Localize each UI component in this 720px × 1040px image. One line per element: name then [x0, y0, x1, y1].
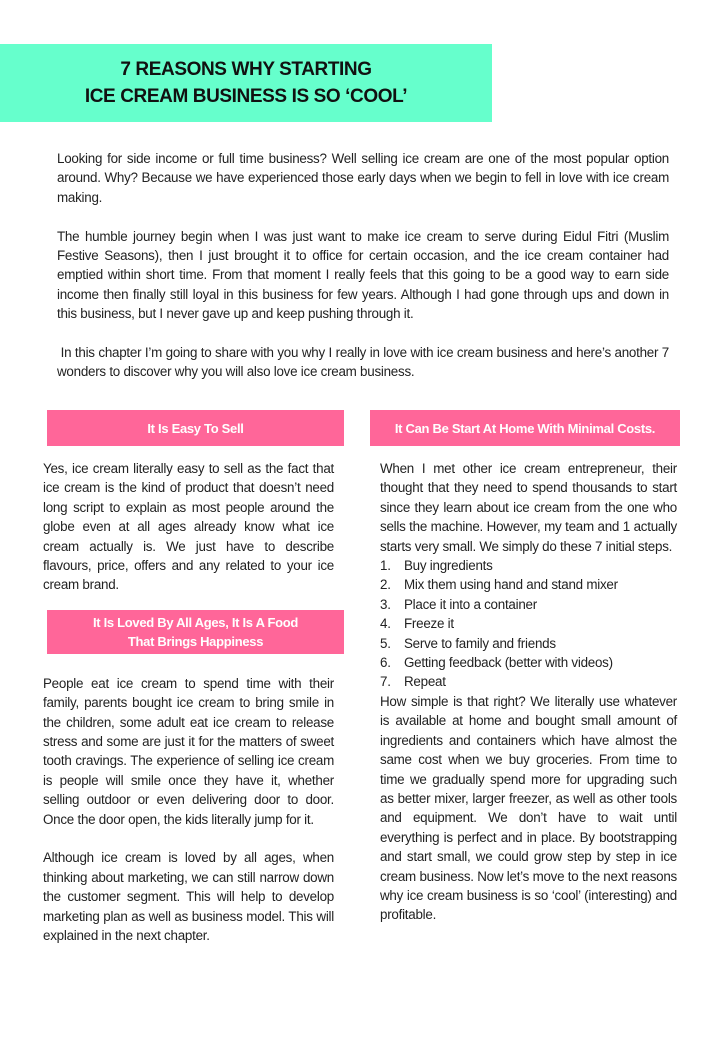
list-number: 5. [380, 635, 391, 651]
intro-paragraph: Looking for side income or full time business? Well selling ice cream are one of the most popular option around. Why? Because we have experienced those early days when we begin to fell in love with ice cream making. [57, 151, 669, 205]
right-column [380, 410, 677, 925]
list-item [380, 634, 677, 653]
list-text: Mix them using hand and stand mixer [404, 577, 618, 593]
list-text: Serve to family and friends [404, 635, 556, 651]
title-line-2: ICE CREAM BUSINESS IS SO ‘COOL’ [84, 86, 408, 107]
section-heading-loved-by-all [47, 610, 344, 654]
list-text: Place it into a container [404, 596, 537, 612]
start-at-home-body-2: How simple is that right? We literally use whatever is available at home and bought small amount of ingredients and containers which have almost the same cost when we buy groceries. From time to time we gradually spend more for upgrading such as better mixer, larger freezer, as well as other tools and equipment. We don’t have to wait until everything is perfect and in place. By bootstrapping and start small, we could grow step by step in ice cream business. Now let’s move to the next reasons why ice cream business is so ‘cool’ (interesting) and profitable. [380, 693, 677, 923]
easy-to-sell-body: Yes, ice cream literally easy to sell as the fact that ice cream is the kind of product that doesn’t need long script to explain as most people around the globe even at all ages already know what ice cream actually is. We just have to describe flavours, price, offers and any related to your ice cream brand. [43, 461, 334, 593]
list-item [380, 595, 677, 614]
section-heading-easy-to-sell: It Is Easy To Sell [47, 410, 344, 446]
heading-line: That Brings Happiness [127, 633, 264, 649]
intro-paragraph: The humble journey begin when I was just want to make ice cream to serve during Eidul Fitri (Muslim Festive Seasons), then I just brought it to office for certain occasion, and the ice cream container had emptied within short time. From that moment I really feels that this going to be a good way to earn side income then finally still loyal in this business for few years. Although I had gone through ups and down in this business, but I never gave up and keep pushing through it. [57, 228, 669, 322]
start-at-home-body-1: When I met other ice cream entrepreneur, their thought that they need to spend thousands to start since they learn about ice cream from the one who sells the machine. However, my team and 1 actually starts very small. We simply do these 7 initial steps. [380, 461, 677, 554]
heading-line: It Is Loved By All Ages, It Is A Food [92, 614, 299, 630]
left-column [43, 410, 334, 946]
list-item [380, 653, 677, 672]
list-number: 7. [380, 674, 391, 690]
list-item [380, 614, 677, 633]
loved-body-2: Although ice cream is loved by all ages, when thinking about marketing, we can still narrow down the customer segment. This will help to develop marketing plan as well as business model. This will explained in the next chapter. [43, 850, 334, 944]
list-item [380, 672, 677, 691]
loved-body-1: People eat ice cream to spend time with their family, parents bought ice cream to bring smile in the children, some adult eat ice cream to release stress and some are just it for the matters of sweet tooth cravings. The experience of selling ice cream is people will smile once they have it, whether selling outdoor or even delivering door to door. Once the door open, the kids literally jump for it. [43, 675, 334, 827]
list-number: 4. [380, 616, 391, 632]
list-number: 6. [380, 655, 391, 671]
steps-list [380, 556, 677, 692]
title-line-1: 7 REASONS WHY STARTING [120, 59, 372, 80]
list-text: Buy ingredients [404, 558, 493, 574]
page-title [0, 44, 492, 122]
list-item [380, 556, 677, 575]
list-text: Getting feedback (better with videos) [404, 655, 613, 671]
intro [57, 149, 669, 401]
list-text: Freeze it [404, 616, 454, 632]
list-item [380, 575, 677, 594]
list-number: 1. [380, 558, 391, 574]
list-text: Repeat [404, 674, 446, 690]
intro-paragraph: In this chapter I’m going to share with you why I really in love with ice cream business and here’s another 7 wonders to discover why you will also love ice cream business. [57, 345, 669, 380]
list-number: 3. [380, 596, 391, 612]
section-heading-start-at-home: It Can Be Start At Home With Minimal Costs. [370, 410, 680, 446]
list-number: 2. [380, 577, 391, 593]
